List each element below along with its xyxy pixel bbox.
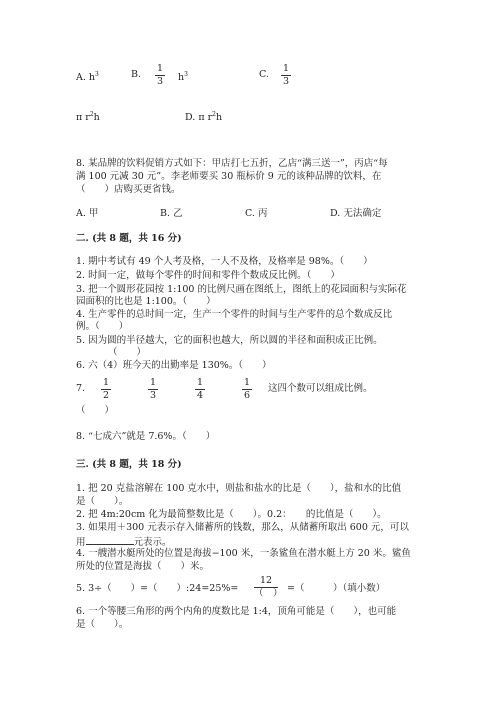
s2-q6: 6. 六（4）班今天的出勤率是 130%。（ ） bbox=[76, 360, 272, 371]
s2-q1: 1. 期中考试有 49 个人考及格，一人不及格，及格率是 98%。（ ） bbox=[76, 256, 373, 267]
s3-q5-fraction: 12 （ ） bbox=[254, 575, 283, 599]
s3-q6-line1: 6. 一个等腰三角形的两个内角的度数比是 1:4，顶角可能是（ ），也可能 bbox=[76, 606, 397, 617]
s2-q3-line1: 3. 把一个圆形花园按 1:100 的比例尺画在图纸上，图纸上的花园面积与实际花 bbox=[76, 284, 407, 295]
section2-heading: 二. (共 8 题，共 16 分) bbox=[76, 233, 182, 244]
section3-heading: 三. (共 8 题，共 18 分) bbox=[76, 459, 182, 470]
s3-q5-part1: 5. 3÷（ ）=（ ）:24=25%= bbox=[76, 583, 239, 594]
s3-q1-line2: 是（ ）。 bbox=[76, 496, 129, 507]
s2-q7-frac-4: $\frac{1}{6}$ bbox=[243, 377, 251, 401]
q8-option-d: D. 无法确定 bbox=[330, 208, 382, 219]
option-c-fraction: $\frac{1}{3}$ bbox=[282, 63, 290, 87]
option-c-label: C. bbox=[259, 69, 269, 80]
option-b-fraction: $\frac{1}{3}$ bbox=[156, 63, 164, 87]
s2-q3-line2: 园面积的比也是 1:100。（ ） bbox=[76, 296, 216, 307]
q8-option-a: A. 甲 bbox=[76, 208, 99, 219]
s2-q4-line2: 例。（ ） bbox=[76, 321, 129, 332]
s2-q5-line2: （ ） bbox=[108, 347, 147, 358]
q8-line1: 8. 某品牌的饮料促销方式如下：甲店打七五折，乙店“满三送一”，丙店“每 bbox=[76, 158, 388, 169]
s3-q5-part2: =（ ）（填小数） bbox=[287, 583, 386, 594]
q8-option-c: C. 丙 bbox=[245, 208, 268, 219]
option-d-left: π $r^2h$ bbox=[76, 111, 100, 123]
s2-q5-line1: 5. 因为圆的半径越大，它的面积也越大，所以圆的半径和面积成正比例。 bbox=[76, 335, 383, 346]
s2-q7-frac-3: $\frac{1}{4}$ bbox=[196, 377, 204, 401]
s3-q3-line1: 3. 如果用＋300 元表示存入储蓄所的钱数，那么，从储蓄所取出 600 元，可以 bbox=[76, 522, 409, 533]
s3-q4-line1: 4. 一艘潜水艇所处的位置是海拔−100 米，一条鲨鱼在潜水艇上方 20 米。鲨鱼 bbox=[76, 548, 411, 559]
s2-q7-frac-1: $\frac{1}{2}$ bbox=[102, 377, 110, 401]
s2-q7-blank: （ ） bbox=[76, 405, 115, 416]
s3-q1-line1: 1. 把 20 克盐溶解在 100 克水中，则盐和盐水的比是（ ），盐和水的比值 bbox=[76, 483, 402, 494]
s2-q7-frac-2: $\frac{1}{3}$ bbox=[149, 377, 157, 401]
q8-line2: 满 100 元减 30 元”。李老师要买 30 瓶标价 9 元的该种品牌的饮料，在 bbox=[76, 171, 382, 182]
s2-q7-tail: 这四个数可以组成比例。 bbox=[268, 383, 373, 394]
option-b-tail: $h^3$ bbox=[178, 71, 188, 83]
option-a: A. $h^3$ bbox=[76, 71, 99, 83]
s2-q7-label: 7. bbox=[76, 383, 86, 394]
q8-line3: （ ）店购买更省钱。 bbox=[76, 184, 181, 195]
s2-q4-line1: 4. 生产零件的总时间一定，生产一个零件的时间与生产零件的总个数成反比 bbox=[76, 309, 393, 320]
s3-q6-line2: 是（ ）。 bbox=[76, 619, 129, 630]
s2-q2: 2. 时间一定，做每个零件的时间和零件个数成反比例。（ ） bbox=[76, 270, 340, 281]
q8-option-b: B. 乙 bbox=[160, 208, 183, 219]
s2-q8: 8. “七成六”就是 7.6%。（ ） bbox=[76, 431, 216, 442]
option-d: D. π $r^2h$ bbox=[185, 111, 223, 123]
s3-q4-line2: 所处的位置是海拔（ ）米。 bbox=[76, 561, 210, 572]
s3-q3-fill-blank bbox=[86, 535, 134, 545]
s3-q3-line2: 用 元表示。 bbox=[76, 537, 172, 548]
option-b-label: B. bbox=[131, 69, 142, 80]
s3-q2: 2. 把 4m:20cm 化为最简整数比是（ ）。0.2： 的比值是（ ）。 bbox=[76, 509, 387, 520]
